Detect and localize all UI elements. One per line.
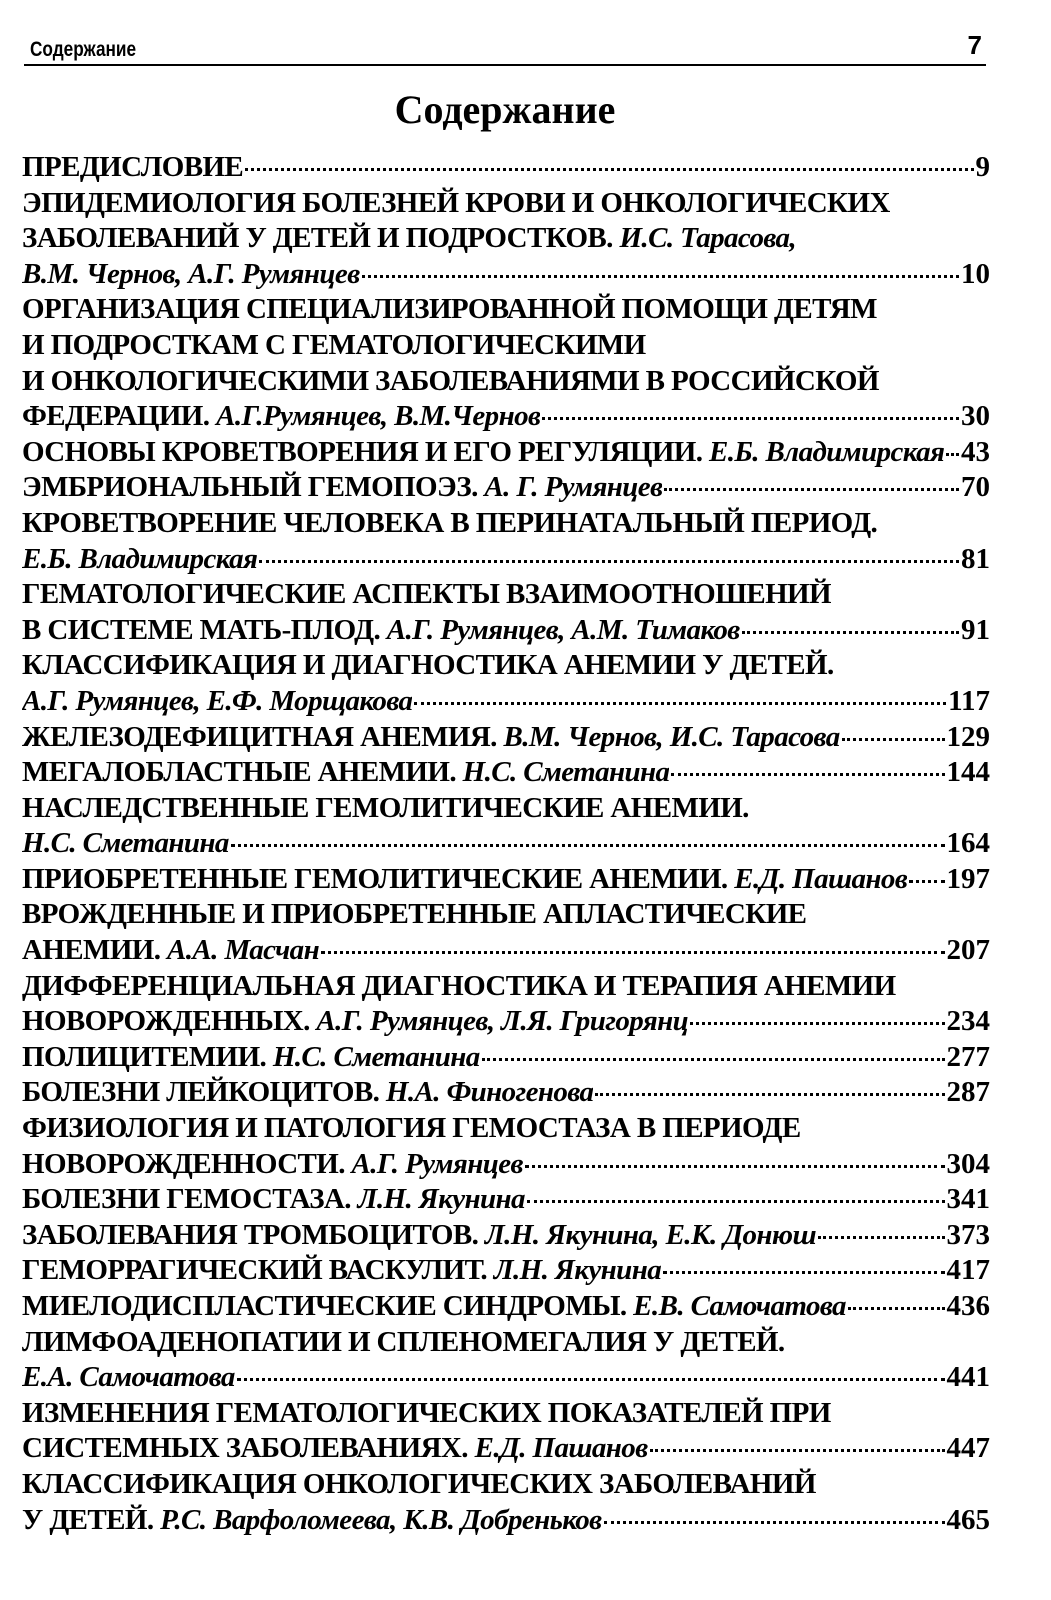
chapter-authors: А.Г. Румянцев, Е.Ф. Морщакова bbox=[22, 684, 413, 717]
chapter-title: ИЗМЕНЕНИЯ ГЕМАТОЛОГИЧЕСКИХ ПОКАЗАТЕЛЕЙ ПРИ bbox=[22, 1396, 831, 1429]
toc-entry bbox=[22, 1040, 990, 1076]
dot-leader bbox=[321, 951, 944, 954]
running-head-title: Содержание bbox=[30, 38, 137, 61]
chapter-page-number: 447 bbox=[946, 1432, 990, 1465]
dot-leader bbox=[231, 844, 945, 847]
chapter-page-number: 234 bbox=[946, 1005, 990, 1038]
toc-line bbox=[22, 1325, 990, 1361]
dot-leader bbox=[671, 773, 944, 776]
toc-entry bbox=[22, 292, 990, 434]
dot-leader bbox=[946, 453, 959, 456]
chapter-title: ЖЕЛЕЗОДЕФИЦИТНАЯ АНЕМИЯ. bbox=[22, 720, 497, 753]
toc-line bbox=[22, 1218, 990, 1254]
chapter-title: СИСТЕМНЫХ ЗАБОЛЕВАНИЯХ. bbox=[22, 1432, 468, 1465]
toc-line bbox=[22, 1075, 990, 1111]
dot-leader bbox=[527, 1200, 945, 1203]
chapter-title: КРОВЕТВОРЕНИЕ ЧЕЛОВЕКА В ПЕРИНАТАЛЬНЫЙ ПЕРИОД. bbox=[22, 506, 878, 539]
chapter-authors: В.М. Чернов, И.С. Тарасова bbox=[496, 720, 840, 753]
toc-line bbox=[22, 933, 990, 969]
toc-line bbox=[22, 1360, 990, 1396]
chapter-title: БОЛЕЗНИ ЛЕЙКОЦИТОВ. bbox=[22, 1076, 380, 1109]
toc-line-text bbox=[22, 720, 840, 756]
toc-line-text bbox=[22, 897, 806, 933]
toc-line bbox=[22, 150, 990, 186]
chapter-title: ВРОЖДЕННЫЕ И ПРИОБРЕТЕННЫЕ АПЛАСТИЧЕСКИЕ bbox=[22, 898, 807, 931]
chapter-authors: Н.С. Сметанина bbox=[455, 756, 670, 789]
toc-line-text bbox=[22, 1218, 816, 1254]
chapter-title: ЭПИДЕМИОЛОГИЯ БОЛЕЗНЕЙ КРОВИ И ОНКОЛОГИЧЕСКИХ bbox=[22, 186, 890, 219]
toc-line-text bbox=[22, 1289, 846, 1325]
toc-line-text bbox=[22, 364, 879, 400]
toc-line bbox=[22, 720, 990, 756]
chapter-authors: А. Г. Румянцев bbox=[477, 471, 663, 504]
dot-leader bbox=[818, 1236, 944, 1239]
toc-line bbox=[22, 221, 990, 257]
toc-entry bbox=[22, 791, 990, 862]
chapter-title: ГЕМОРРАГИЧЕСКИЙ ВАСКУЛИТ. bbox=[22, 1254, 488, 1287]
chapter-title: ЭМБРИОНАЛЬНЫЙ ГЕМОПОЭЗ. bbox=[22, 471, 478, 504]
toc-line bbox=[22, 364, 990, 400]
chapter-title: КЛАССИФИКАЦИЯ ОНКОЛОГИЧЕСКИХ ЗАБОЛЕВАНИЙ bbox=[22, 1467, 816, 1500]
dot-leader bbox=[259, 560, 959, 563]
dot-leader bbox=[542, 417, 959, 420]
toc-entry bbox=[22, 1218, 990, 1254]
chapter-page-number: 436 bbox=[946, 1290, 990, 1322]
chapter-title: В СИСТЕМЕ МАТЬ-ПЛОД. bbox=[22, 613, 381, 646]
chapter-page-number: 277 bbox=[946, 1040, 990, 1073]
chapter-title: ФИЗИОЛОГИЯ И ПАТОЛОГИЯ ГЕМОСТАЗА В ПЕРИОДЕ bbox=[22, 1112, 801, 1145]
chapter-authors: Е.Д. Пашанов bbox=[467, 1432, 648, 1465]
dot-leader bbox=[690, 1022, 944, 1025]
chapter-authors: Н.С. Сметанина bbox=[266, 1040, 480, 1073]
chapter-title: ОРГАНИЗАЦИЯ СПЕЦИАЛИЗИРОВАННОЙ ПОМОЩИ ДЕТЯМ bbox=[22, 293, 877, 326]
chapter-title: БОЛЕЗНИ ГЕМОСТАЗА. bbox=[22, 1183, 351, 1216]
toc-entry bbox=[22, 969, 990, 1040]
toc-line-text bbox=[22, 150, 243, 186]
toc-entry bbox=[22, 1396, 990, 1467]
chapter-authors: Е.Б. Владимирская bbox=[22, 542, 258, 575]
toc-entry bbox=[22, 1325, 990, 1396]
toc-line-text bbox=[22, 1360, 235, 1396]
toc-entry bbox=[22, 186, 990, 293]
toc-entry bbox=[22, 897, 990, 968]
chapter-authors: А.Г. Румянцев, Л.Я. Григорянц bbox=[309, 1005, 689, 1038]
chapter-authors: А.Г. Румянцев, А.М. Тимаков bbox=[380, 613, 740, 646]
toc-entry bbox=[22, 150, 990, 186]
toc-line-text bbox=[22, 1040, 480, 1076]
toc-entry bbox=[22, 1253, 990, 1289]
toc-entry bbox=[22, 1075, 990, 1111]
toc-line-text bbox=[22, 1004, 688, 1040]
toc-line bbox=[22, 1040, 990, 1076]
dot-leader bbox=[595, 1093, 944, 1096]
toc-line-text bbox=[22, 1396, 831, 1432]
toc-line-text bbox=[22, 1431, 648, 1467]
toc-line bbox=[22, 1111, 990, 1147]
chapter-authors: А.А. Масчан bbox=[160, 934, 320, 967]
chapter-page-number: 207 bbox=[946, 934, 990, 967]
chapter-page-number: 164 bbox=[946, 827, 990, 860]
toc-line bbox=[22, 328, 990, 364]
toc-line-text bbox=[22, 399, 540, 435]
dot-leader bbox=[842, 738, 945, 741]
dot-leader bbox=[650, 1449, 945, 1452]
chapter-page-number: 81 bbox=[961, 542, 990, 575]
chapter-authors: Л.Н. Якунина, Е.К. Донюш bbox=[478, 1218, 817, 1251]
chapter-page-number: 10 bbox=[961, 257, 990, 290]
toc-line bbox=[22, 1467, 990, 1503]
chapter-page-number: 287 bbox=[946, 1076, 990, 1109]
dot-leader bbox=[237, 1378, 945, 1381]
dot-leader bbox=[525, 1165, 945, 1168]
chapter-page-number: 144 bbox=[946, 756, 990, 789]
table-of-contents bbox=[22, 150, 990, 1538]
toc-line bbox=[22, 1004, 990, 1040]
chapter-title: ЗАБОЛЕВАНИЯ ТРОМБОЦИТОВ. bbox=[22, 1218, 479, 1251]
toc-entry bbox=[22, 1289, 990, 1325]
toc-line bbox=[22, 292, 990, 328]
chapter-page-number: 197 bbox=[946, 862, 990, 895]
toc-line bbox=[22, 791, 990, 827]
chapter-title: ОСНОВЫ КРОВЕТВОРЕНИЯ И ЕГО РЕГУЛЯЦИИ. bbox=[22, 435, 703, 468]
chapter-title: КЛАССИФИКАЦИЯ И ДИАГНОСТИКА АНЕМИИ У ДЕТЕЙ. bbox=[22, 649, 834, 682]
chapter-title: ПРЕДИСЛОВИЕ bbox=[22, 151, 244, 183]
dot-leader bbox=[664, 488, 959, 491]
toc-line bbox=[22, 257, 990, 293]
chapter-title: НОВОРОЖДЕННОСТИ. bbox=[22, 1147, 345, 1180]
toc-line bbox=[22, 577, 990, 613]
toc-line bbox=[22, 1431, 990, 1467]
toc-line-text bbox=[22, 1503, 602, 1539]
chapter-title: ГЕМАТОЛОГИЧЕСКИЕ АСПЕКТЫ ВЗАИМООТНОШЕНИЙ bbox=[22, 578, 831, 611]
chapter-title: МИЕЛОДИСПЛАСТИЧЕСКИЕ СИНДРОМЫ. bbox=[22, 1290, 627, 1322]
toc-line-text bbox=[22, 292, 877, 328]
running-head bbox=[24, 30, 986, 66]
toc-line bbox=[22, 969, 990, 1005]
chapter-page-number: 70 bbox=[961, 471, 990, 504]
toc-line-text bbox=[22, 221, 796, 257]
toc-entry bbox=[22, 720, 990, 756]
toc-line-text bbox=[22, 257, 360, 293]
chapter-title: И ПОДРОСТКАМ С ГЕМАТОЛОГИЧЕСКИМИ bbox=[22, 328, 646, 361]
toc-line-text bbox=[22, 613, 740, 649]
dot-leader bbox=[414, 702, 946, 705]
chapter-authors: А.Г. Румянцев bbox=[344, 1147, 523, 1180]
toc-line-text bbox=[22, 1182, 525, 1218]
toc-line-text bbox=[22, 577, 831, 613]
chapter-page-number: 9 bbox=[975, 151, 990, 183]
toc-entry bbox=[22, 862, 990, 898]
toc-line bbox=[22, 897, 990, 933]
toc-line bbox=[22, 542, 990, 578]
chapter-authors: Е.А. Самочатова bbox=[22, 1361, 235, 1394]
toc-line-text bbox=[22, 470, 662, 506]
toc-line bbox=[22, 613, 990, 649]
toc-line-text bbox=[22, 506, 877, 542]
chapter-authors: Л.Н. Якунина bbox=[487, 1254, 662, 1287]
toc-line-text bbox=[22, 1147, 523, 1183]
toc-line-text bbox=[22, 1467, 816, 1503]
toc-line bbox=[22, 648, 990, 684]
chapter-authors: Л.Н. Якунина bbox=[350, 1183, 525, 1216]
dot-leader bbox=[604, 1521, 945, 1524]
toc-entry bbox=[22, 1111, 990, 1182]
dot-leader bbox=[482, 1058, 945, 1061]
toc-line-text bbox=[22, 328, 646, 364]
toc-line-text bbox=[22, 755, 669, 791]
toc-line bbox=[22, 470, 990, 506]
toc-line-text bbox=[22, 1075, 593, 1111]
toc-line-text bbox=[22, 1253, 661, 1289]
chapter-authors: А.Г.Румянцев, В.М.Чернов bbox=[209, 400, 541, 433]
toc-line bbox=[22, 1396, 990, 1432]
chapter-title: ПОЛИЦИТЕМИИ. bbox=[22, 1040, 267, 1073]
toc-entry bbox=[22, 577, 990, 648]
toc-entry bbox=[22, 755, 990, 791]
chapter-page-number: 465 bbox=[946, 1503, 990, 1536]
toc-line bbox=[22, 826, 990, 862]
chapter-page-number: 30 bbox=[961, 400, 990, 433]
chapter-title: ФЕДЕРАЦИИ. bbox=[22, 400, 210, 433]
toc-line-text bbox=[22, 1111, 801, 1147]
toc-line-text bbox=[22, 648, 834, 684]
toc-line bbox=[22, 1503, 990, 1539]
chapter-authors: И.С. Тарасова, bbox=[612, 222, 797, 255]
chapter-page-number: 304 bbox=[946, 1147, 990, 1180]
chapter-title: НОВОРОЖДЕННЫХ. bbox=[22, 1005, 310, 1038]
dot-leader bbox=[362, 275, 959, 278]
chapter-title: АНЕМИИ. bbox=[22, 934, 161, 967]
toc-line-text bbox=[22, 435, 944, 471]
chapter-title: ЛИМФОАДЕНОПАТИИ И СПЛЕНОМЕГАЛИЯ У ДЕТЕЙ. bbox=[22, 1325, 785, 1358]
toc-line bbox=[22, 435, 990, 471]
chapter-title: ДИФФЕРЕНЦИАЛЬНАЯ ДИАГНОСТИКА И ТЕРАПИЯ АНЕМИИ bbox=[22, 969, 896, 1002]
toc-entry bbox=[22, 648, 990, 719]
toc-line-text bbox=[22, 826, 229, 862]
toc-line bbox=[22, 399, 990, 435]
dot-leader bbox=[848, 1307, 945, 1310]
chapter-page-number: 117 bbox=[948, 684, 990, 717]
chapter-title: ЗАБОЛЕВАНИЙ У ДЕТЕЙ И ПОДРОСТКОВ. bbox=[22, 222, 613, 255]
toc-line-text bbox=[22, 186, 890, 222]
toc-line-text bbox=[22, 862, 907, 898]
chapter-title: ПРИОБРЕТЕННЫЕ ГЕМОЛИТИЧЕСКИЕ АНЕМИИ. bbox=[22, 862, 728, 895]
toc-line bbox=[22, 862, 990, 898]
toc-line bbox=[22, 1253, 990, 1289]
toc-entry bbox=[22, 1182, 990, 1218]
chapter-authors: Е.В. Самочатова bbox=[626, 1290, 846, 1322]
chapter-authors: Е.Д. Пашанов bbox=[727, 862, 908, 895]
chapter-authors: Н.С. Сметанина bbox=[22, 827, 229, 860]
toc-line-text bbox=[22, 969, 896, 1005]
toc-line bbox=[22, 1182, 990, 1218]
toc-line bbox=[22, 684, 990, 720]
dot-leader bbox=[909, 880, 944, 883]
chapter-authors: Е.Б. Владимирская bbox=[702, 435, 945, 468]
chapter-page-number: 441 bbox=[946, 1361, 990, 1394]
toc-line-text bbox=[22, 684, 412, 720]
chapter-title: У ДЕТЕЙ. bbox=[22, 1503, 154, 1536]
toc-entry bbox=[22, 470, 990, 506]
chapter-title: И ОНКОЛОГИЧЕСКИМИ ЗАБОЛЕВАНИЯМИ В РОССИЙСКОЙ bbox=[22, 364, 879, 397]
toc-entry bbox=[22, 1467, 990, 1538]
toc-entry bbox=[22, 506, 990, 577]
chapter-page-number: 91 bbox=[961, 613, 990, 646]
dot-leader bbox=[742, 631, 959, 634]
toc-line bbox=[22, 186, 990, 222]
toc-line-text bbox=[22, 1325, 785, 1361]
chapter-title: МЕГАЛОБЛАСТНЫЕ АНЕМИИ. bbox=[22, 756, 456, 789]
toc-entry bbox=[22, 435, 990, 471]
chapter-page-number: 417 bbox=[946, 1254, 990, 1287]
dot-leader bbox=[245, 168, 973, 171]
toc-line bbox=[22, 755, 990, 791]
page-title: Содержание bbox=[394, 87, 616, 132]
dot-leader bbox=[663, 1271, 944, 1274]
page-number: 7 bbox=[967, 30, 982, 60]
toc-line-text bbox=[22, 791, 749, 827]
chapter-page-number: 341 bbox=[946, 1183, 990, 1216]
toc-line-text bbox=[22, 542, 257, 578]
toc-line bbox=[22, 1147, 990, 1183]
toc-line-text bbox=[22, 933, 319, 969]
chapter-authors: Р.С. Варфоломеева, К.В. Добреньков bbox=[153, 1503, 602, 1536]
toc-line bbox=[22, 1289, 990, 1325]
chapter-authors: Н.А. Финогенова bbox=[379, 1076, 594, 1109]
chapter-authors: В.М. Чернов, А.Г. Румянцев bbox=[22, 257, 360, 290]
chapter-page-number: 373 bbox=[946, 1218, 990, 1251]
chapter-page-number: 129 bbox=[946, 720, 990, 753]
toc-line bbox=[22, 506, 990, 542]
chapter-page-number: 43 bbox=[961, 435, 990, 468]
chapter-title: НАСЛЕДСТВЕННЫЕ ГЕМОЛИТИЧЕСКИЕ АНЕМИИ. bbox=[22, 791, 749, 824]
